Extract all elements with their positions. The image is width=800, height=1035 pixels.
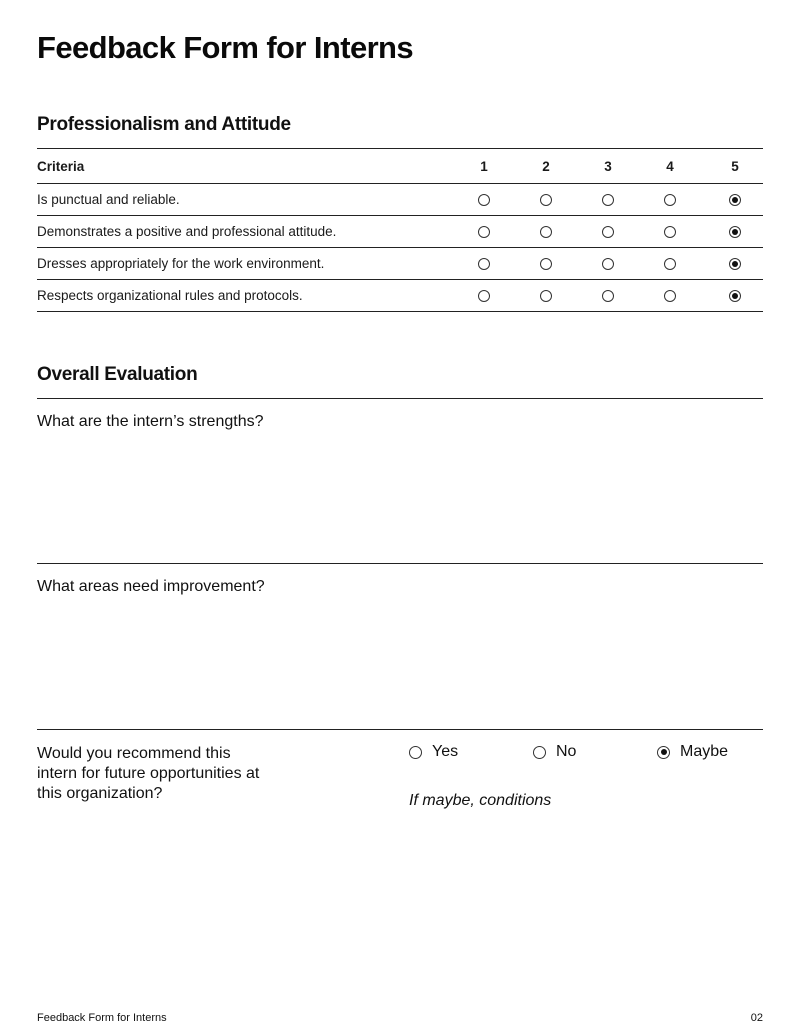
rating-cell [639, 280, 701, 312]
table-row [37, 184, 763, 216]
rating-table-header-row [37, 149, 763, 184]
recommend-option-yes[interactable] [409, 743, 458, 761]
page-title: Feedback Form for Interns [37, 30, 414, 65]
radio-icon[interactable] [533, 746, 546, 759]
rating-cell [515, 280, 577, 312]
rating-cell [639, 216, 701, 248]
scale-header-5: 5 [731, 158, 739, 174]
criterion-label: Respects organizational rules and protocols. [37, 288, 303, 303]
recommend-option-no[interactable] [533, 743, 576, 761]
scale-header-4: 4 [666, 158, 674, 174]
rating-cell [515, 216, 577, 248]
rating-cell [577, 184, 639, 216]
rating-radio-icon[interactable] [478, 226, 490, 238]
rating-radio-icon[interactable] [540, 258, 552, 270]
table-row [37, 248, 763, 280]
maybe-conditions-label: If maybe, conditions [409, 792, 552, 809]
radio-icon[interactable] [409, 746, 422, 759]
rating-cell [577, 280, 639, 312]
rating-radio-icon[interactable] [478, 258, 490, 270]
rating-radio-icon[interactable] [664, 258, 676, 270]
rating-cell [639, 184, 701, 216]
rating-radio-icon[interactable] [602, 226, 614, 238]
criteria-column-header: Criteria [37, 158, 85, 174]
rating-cell [701, 184, 763, 216]
recommend-option-maybe[interactable] [657, 743, 728, 761]
rating-radio-icon[interactable] [540, 194, 552, 206]
rating-radio-icon[interactable] [478, 290, 490, 302]
rating-cell [453, 248, 515, 280]
section-heading-overall: Overall Evaluation [37, 364, 198, 385]
divider [37, 563, 763, 564]
option-label-maybe: Maybe [680, 743, 729, 760]
rating-cell [639, 248, 701, 280]
table-row [37, 280, 763, 312]
rating-radio-icon[interactable] [540, 226, 552, 238]
table-row [37, 216, 763, 248]
rating-table [37, 148, 763, 312]
rating-cell [701, 248, 763, 280]
rating-cell [515, 184, 577, 216]
rating-radio-icon[interactable] [729, 290, 741, 302]
rating-radio-icon[interactable] [664, 226, 676, 238]
radio-icon[interactable] [657, 746, 670, 759]
rating-cell [453, 280, 515, 312]
rating-radio-icon[interactable] [729, 194, 741, 206]
rating-radio-icon[interactable] [664, 194, 676, 206]
rating-radio-icon[interactable] [664, 290, 676, 302]
section-heading-professionalism: Professionalism and Attitude [37, 114, 291, 135]
rating-radio-icon[interactable] [478, 194, 490, 206]
rating-radio-icon[interactable] [602, 290, 614, 302]
criterion-label: Demonstrates a positive and professional attitude. [37, 224, 337, 239]
rating-radio-icon[interactable] [729, 258, 741, 270]
rating-radio-icon[interactable] [602, 258, 614, 270]
question-recommend: Would you recommend this intern for future opportunities at this organization? [37, 745, 260, 802]
scale-header-2: 2 [542, 158, 550, 174]
scale-header-3: 3 [604, 158, 612, 174]
rating-cell [577, 216, 639, 248]
option-label-no: No [556, 743, 577, 760]
rating-cell [453, 184, 515, 216]
rating-radio-icon[interactable] [729, 226, 741, 238]
divider [37, 729, 763, 730]
footer-page-number: 02 [750, 1012, 763, 1024]
criterion-label: Dresses appropriately for the work environment. [37, 256, 325, 271]
criterion-label: Is punctual and reliable. [37, 192, 180, 207]
question-strengths: What are the intern’s strengths? [37, 413, 264, 430]
question-improvement: What areas need improvement? [37, 578, 265, 595]
scale-header-1: 1 [480, 158, 488, 174]
rating-radio-icon[interactable] [602, 194, 614, 206]
rating-cell [701, 216, 763, 248]
divider [37, 398, 763, 399]
footer-title: Feedback Form for Interns [37, 1012, 167, 1024]
rating-cell [577, 248, 639, 280]
rating-cell [701, 280, 763, 312]
rating-cell [453, 216, 515, 248]
option-label-yes: Yes [432, 743, 459, 760]
rating-cell [515, 248, 577, 280]
rating-radio-icon[interactable] [540, 290, 552, 302]
